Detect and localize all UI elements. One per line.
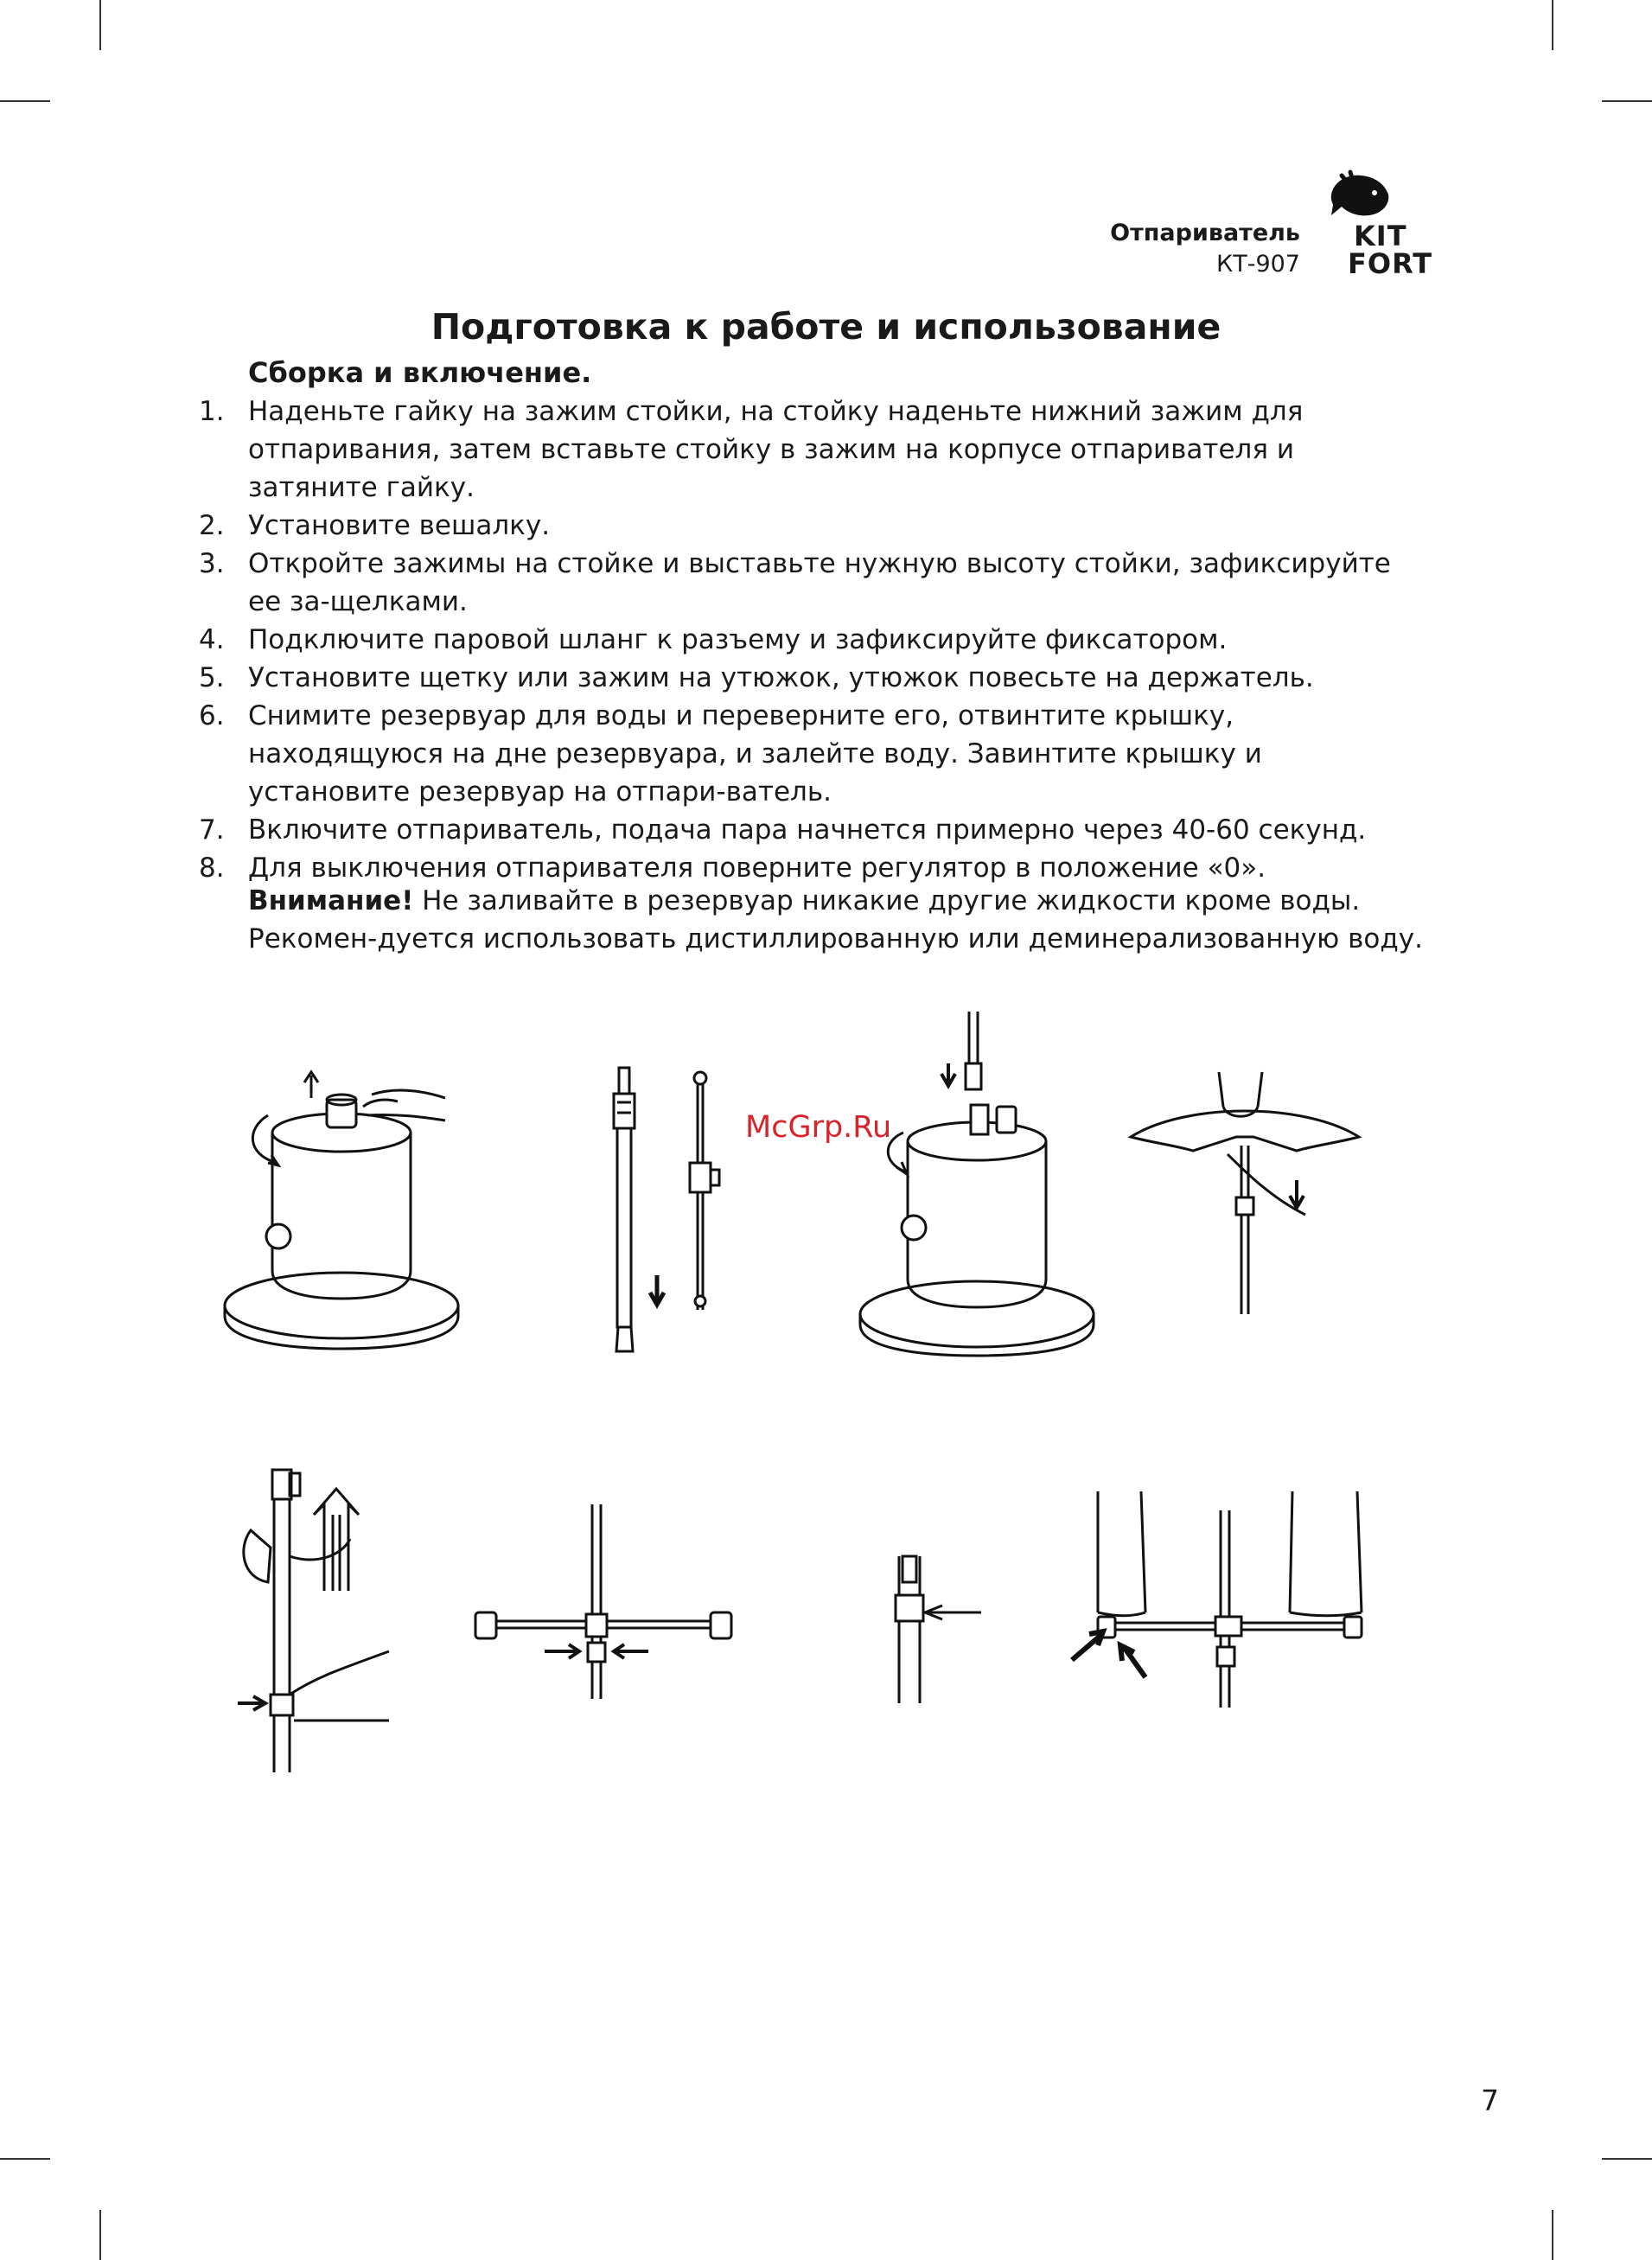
warning-note <box>248 882 1424 958</box>
step-number: 5. <box>199 662 225 693</box>
crop-mark <box>1552 0 1553 50</box>
illustration-latch <box>890 1552 985 1708</box>
illustration-pole-height <box>203 1461 402 1781</box>
logo-line-1: KIT <box>1354 220 1407 252</box>
step-text: Установите вешалку. <box>248 510 551 541</box>
warning-text: Не заливайте в резервуар никакие другие жидкости кроме воды. Рекомен-дуется использовать дистиллированную или деминерализованную воду. <box>248 885 1423 954</box>
step-number: 8. <box>199 852 225 884</box>
step-number: 7. <box>199 814 225 846</box>
step-text: Установите щетку или зажим на утюжок, утюжок повесьте на держатель. <box>248 662 1314 693</box>
illustration-base-nut <box>216 1063 475 1357</box>
page-number: 7 <box>1481 2084 1499 2117</box>
list-item <box>199 507 1426 545</box>
step-number: 4. <box>199 624 225 655</box>
product-name: Отпариватель <box>1110 220 1300 246</box>
product-model: КТ-907 <box>1216 251 1300 278</box>
header-product <box>1110 218 1300 280</box>
list-item <box>199 393 1426 507</box>
list-item <box>199 621 1426 659</box>
list-item <box>199 811 1426 849</box>
illustration-clamps <box>1063 1491 1375 1716</box>
illustration-hose-connect <box>852 1012 1111 1357</box>
crop-mark <box>0 2158 50 2160</box>
crop-mark <box>1602 100 1652 102</box>
warning-label: Внимание! <box>248 885 414 916</box>
section-title: Подготовка к работе и использование <box>431 306 1221 348</box>
whale-logo-icon <box>1324 169 1394 220</box>
crop-mark <box>1552 2210 1553 2260</box>
illustration-crossbar <box>467 1500 761 1708</box>
crop-mark <box>0 100 50 102</box>
step-text: Подключите паровой шланг к разъему и зафиксируйте фиксатором. <box>248 624 1228 655</box>
step-number: 3. <box>199 548 225 579</box>
step-text: Наденьте гайку на зажим стойки, на стойку наденьте нижний зажим для отпаривания, затем вставьте стойку в зажим на корпусе отпаривателя и затяните гайку. <box>248 396 1304 503</box>
crop-mark <box>99 2210 101 2260</box>
step-text: Включите отпариватель, подача пара начнется примерно через 40-60 секунд. <box>248 814 1367 846</box>
step-number: 2. <box>199 510 225 541</box>
step-text: Откройте зажимы на стойке и выставьте нужную высоту стойки, зафиксируйте ее за-щелками. <box>248 548 1391 617</box>
step-number: 6. <box>199 700 225 731</box>
watermark: McGrp.Ru <box>745 1110 892 1145</box>
list-item <box>199 697 1426 811</box>
list-item <box>199 545 1426 621</box>
assembly-steps-list <box>199 393 1426 887</box>
list-item <box>199 659 1426 697</box>
illustration-hanger <box>1124 1068 1366 1318</box>
crop-mark <box>99 0 101 50</box>
step-number: 1. <box>199 396 225 427</box>
step-text: Для выключения отпаривателя поверните регулятор в положение «0». <box>248 852 1266 884</box>
subsection-title: Сборка и включение. <box>248 356 592 389</box>
illustration-pole-clip <box>588 1059 735 1362</box>
crop-mark <box>1602 2158 1652 2160</box>
logo-line-2: FORT <box>1348 247 1433 280</box>
step-text: Снимите резервуар для воды и переверните его, отвинтите крышку, находящуюся на дне резервуара, и залейте воду. Завинтите крышку и установите резервуар на отпари-ватель. <box>248 700 1262 808</box>
